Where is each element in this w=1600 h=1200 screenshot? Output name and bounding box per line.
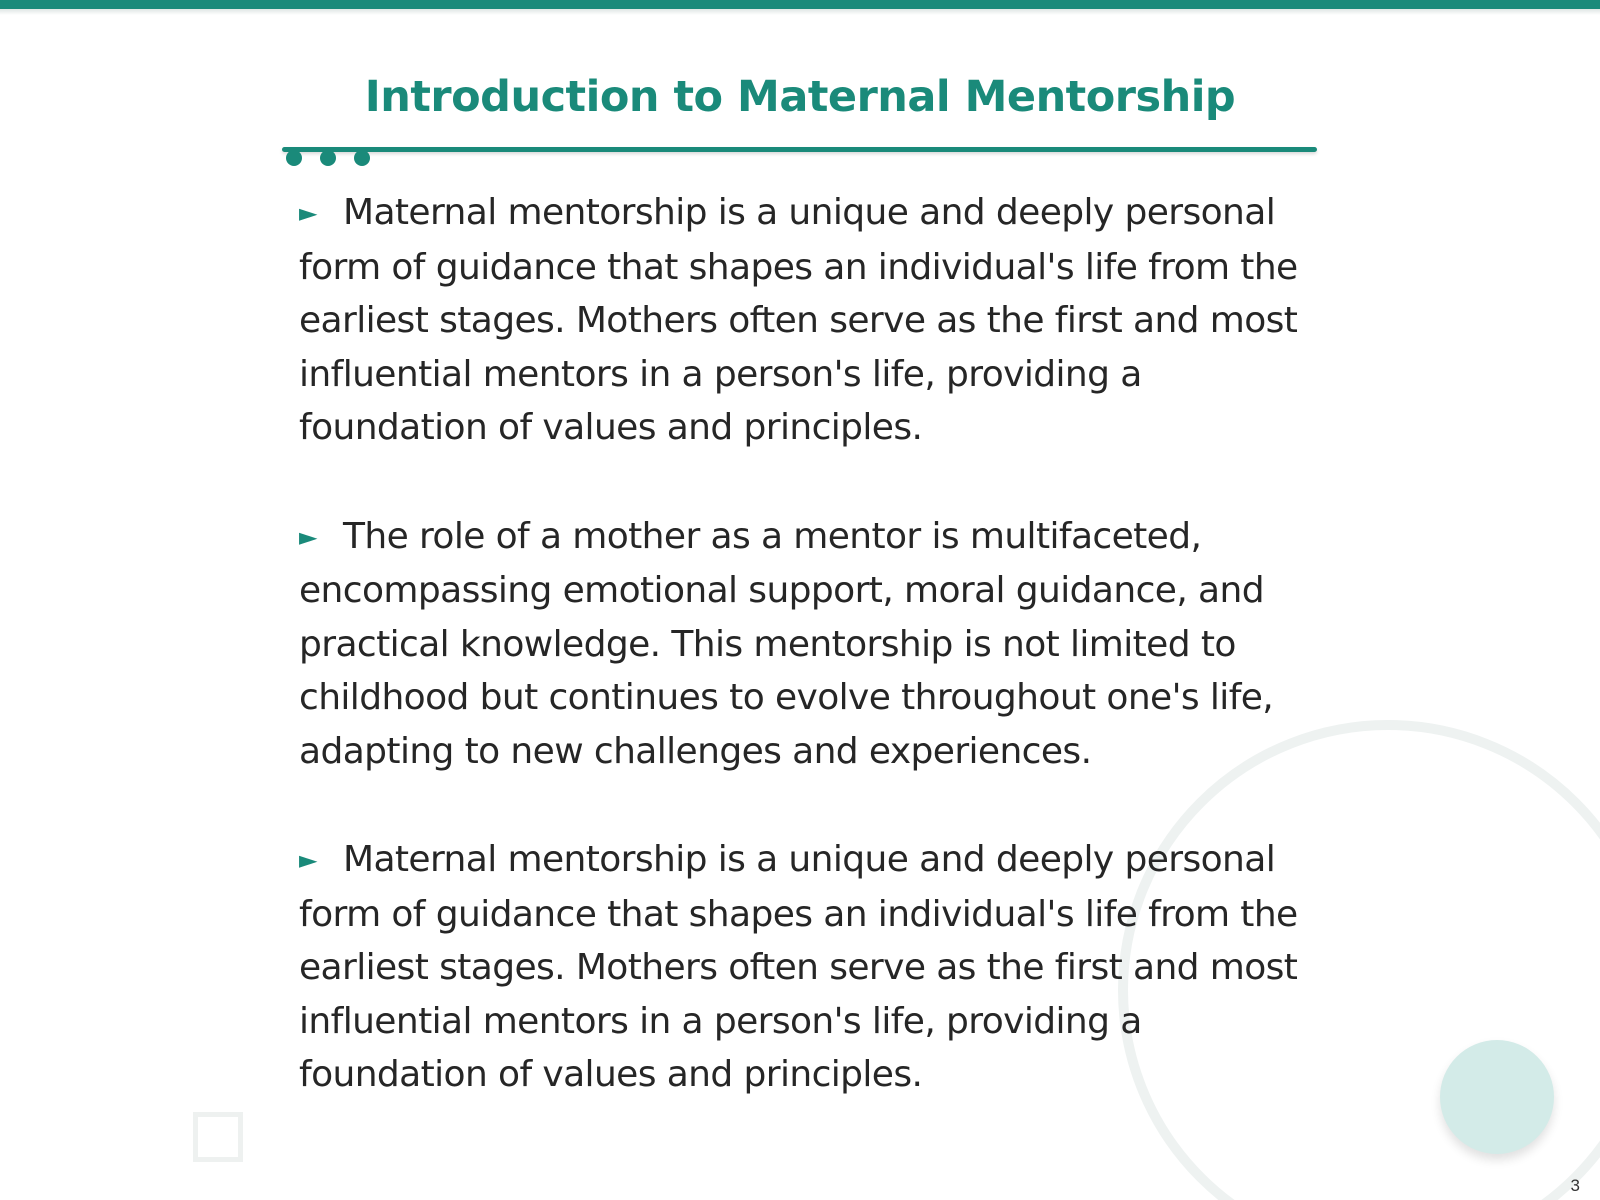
- bullet-text: Maternal mentorship is a unique and deeply personal form of guidance that shapes an individual's life from the earliest stages. Mothers often serve as the first and most influential mentors in a person's life, providing a foundation of values and principles.: [299, 839, 1298, 1095]
- slide-title: Introduction to Maternal Mentorship: [364, 72, 1236, 122]
- bullet-item: [299, 186, 1309, 455]
- bullet-text: Maternal mentorship is a unique and deeply personal form of guidance that shapes an individual's life from the earliest stages. Mothers often serve as the first and most influential mentors in a person's life, providing a foundation of values and principles.: [299, 192, 1298, 448]
- top-accent-bar: [0, 0, 1600, 9]
- bullet-item: [299, 510, 1309, 779]
- title-underline: [282, 147, 1317, 152]
- underline-dot-1: [286, 150, 302, 166]
- bullet-item: [299, 833, 1309, 1102]
- triangle-bullet-icon: ►: [299, 199, 317, 227]
- bullet-text: The role of a mother as a mentor is multifaceted, encompassing emotional support, moral guidance, and practical knowledge. This mentorship is not limited to childhood but continues to evolve throughout one's life, adapting to new challenges and experiences.: [299, 515, 1274, 772]
- triangle-bullet-icon: ►: [299, 846, 317, 874]
- decorative-square: [193, 1112, 243, 1162]
- underline-dot-2: [320, 150, 336, 166]
- page-number: 3: [1570, 1176, 1580, 1195]
- underline-dot-3: [354, 150, 370, 166]
- decorative-circle: [1440, 1040, 1554, 1154]
- bullet-list: [299, 186, 1309, 1157]
- top-bar-shadow: [0, 9, 1600, 15]
- triangle-bullet-icon: ►: [299, 522, 317, 551]
